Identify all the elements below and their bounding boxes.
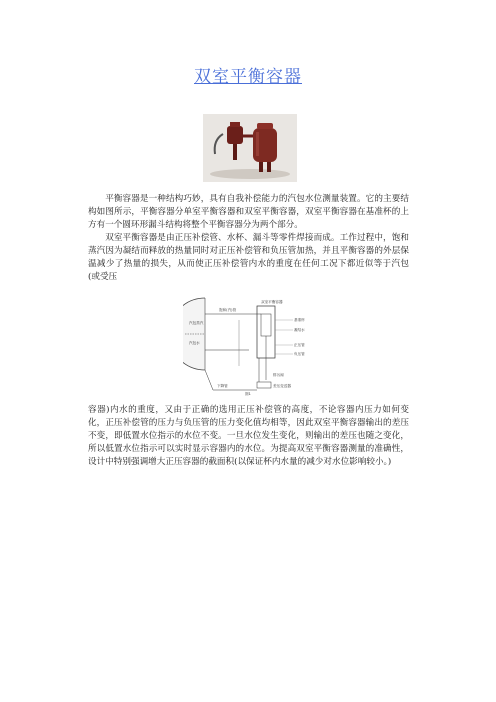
label-negative-pipe: 负压管 <box>294 352 305 356</box>
label-drum-steam: 汽包蒸汽 <box>189 321 204 325</box>
label-reference-cup: 基准杯 <box>294 318 305 322</box>
paragraph-3: 容器)内水的重度，又由于正确的选用正压补偿管的高度，不论容器内压力如何变化，正压补偿管的压力与负压管的压力变化值均相等，因此双室平衡容器输出的差压不变，即低置水位指示的水位不变。一旦水位发生变化，则输出的差压也随之变化，所以低置水位指示可以实时显示容器内的水位。为提高双室平衡容器测量的准确性，设计中特别强调增大正压容器的截面积(以保证杯内水量的减少对水位影响较小。) <box>88 405 409 467</box>
label-condensate: 凝结水 <box>294 328 305 332</box>
label-drum-water: 汽包水 <box>189 341 200 345</box>
label-steam-pipe: 饱和(汽)管 <box>219 308 237 312</box>
label-balance-vessel: 双室平衡容器 <box>261 300 283 304</box>
structure-diagram <box>183 290 323 397</box>
label-positive-pipe: 正压管 <box>294 343 305 347</box>
label-water-pipe: 下降管 <box>217 384 228 388</box>
label-transmitter: 差压变送器 <box>273 384 291 388</box>
figure-caption: 图1 <box>245 392 251 396</box>
label-drain: 排污阀 <box>273 373 284 377</box>
document-title: 双室平衡容器 <box>194 67 302 87</box>
paragraph-2: 双室平衡容器是由正压补偿管、水杯、漏斗等零件焊接而成。工作过程中，饱和蒸汽因为凝结而释放的热量同时对正压补偿管和负压管加热，并且平衡容器的外层保温减少了热量的损失，从而使正压补偿管内水的重度在任何工况下都近似等于汽包(或受压 <box>88 233 409 282</box>
balance-vessel-photo <box>203 114 297 182</box>
paragraph-1: 平衡容器是一种结构巧妙，具有自我补偿能力的汽包水位测量装置。它的主要结构如图所示，平衡容器分单室平衡容器和双室平衡容器，双室平衡容器在基准杯的上方有一个圆环形漏斗结构将整个平衡容器分为两个部分。 <box>88 194 409 230</box>
